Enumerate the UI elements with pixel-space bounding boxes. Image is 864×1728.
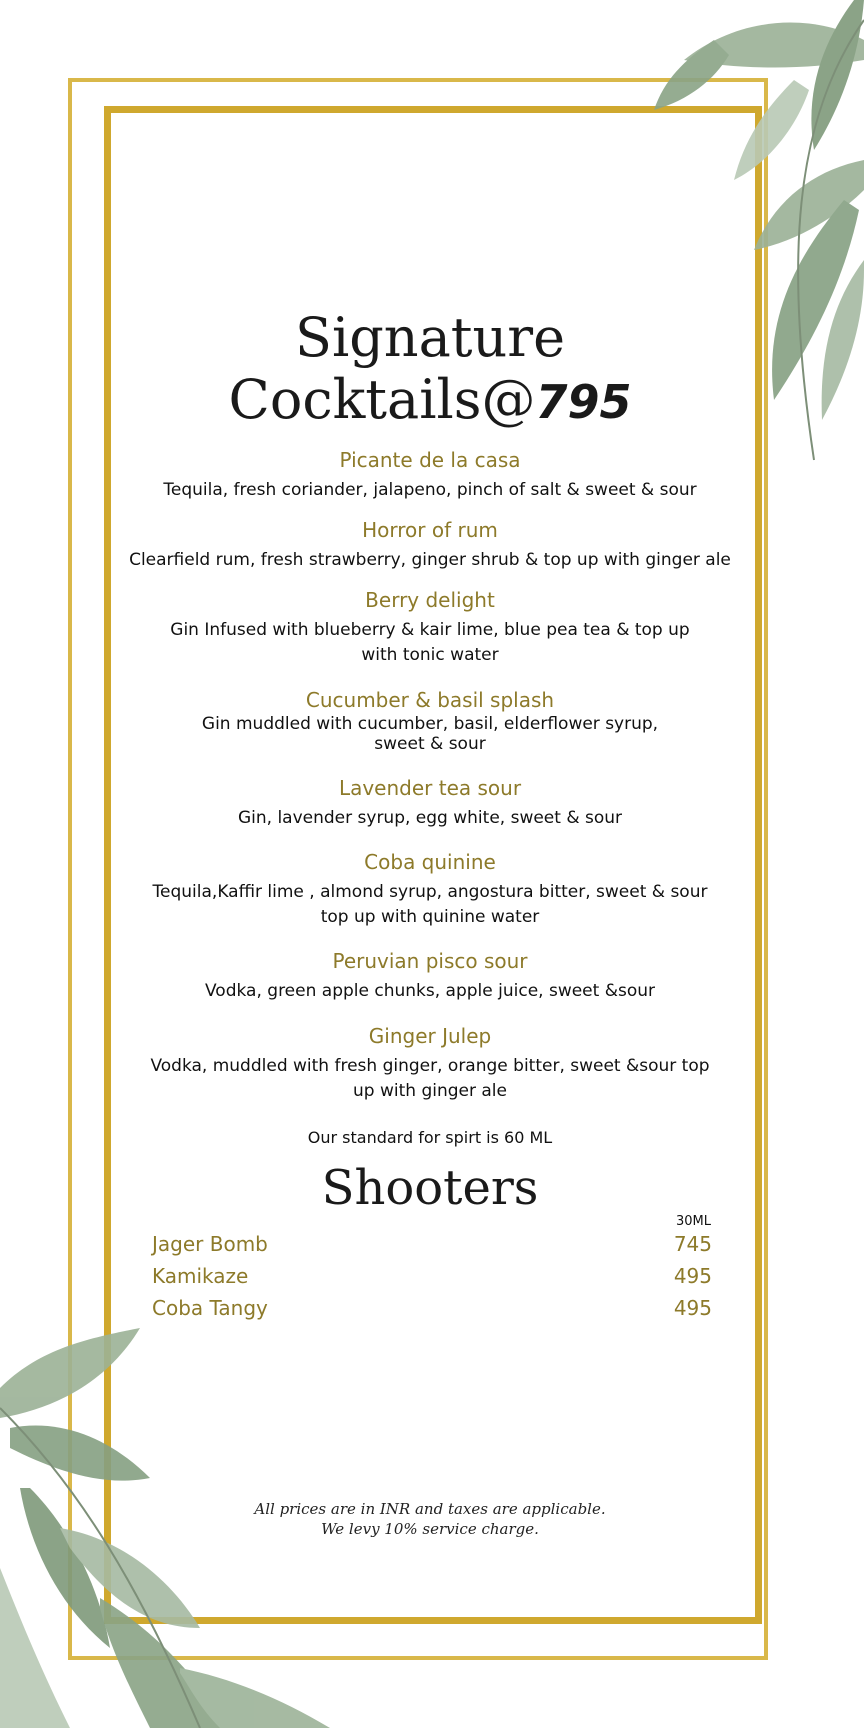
cocktail-item bbox=[120, 516, 740, 573]
cocktail-item bbox=[120, 686, 740, 754]
cocktail-name: Cucumber & basil splash bbox=[305, 688, 555, 712]
cocktail-description: Tequila, fresh coriander, jalapeno, pinch of salt & sweet & sour bbox=[163, 480, 697, 500]
cocktail-description: Vodka, green apple chunks, apple juice, sweet &sour bbox=[205, 981, 655, 1001]
shooter-name: Kamikaze bbox=[152, 1264, 249, 1288]
menu-title-line2 bbox=[120, 368, 740, 434]
cocktail-item bbox=[120, 947, 740, 1004]
cocktail-name: Peruvian pisco sour bbox=[332, 949, 528, 973]
shooter-name: Jager Bomb bbox=[152, 1232, 268, 1256]
cocktail-description: Gin Infused with blueberry & kair lime, blue pea tea & top up with tonic water bbox=[170, 620, 690, 665]
shooters-title: Shooters bbox=[321, 1160, 539, 1216]
cocktail-name: Coba quinine bbox=[364, 850, 496, 874]
cocktail-item bbox=[120, 1022, 740, 1104]
menu-title-line1: Signature bbox=[294, 306, 566, 369]
menu-title-text: Cocktails@ bbox=[228, 368, 536, 431]
cocktail-description: Tequila,Kaffir lime , almond syrup, angostura bitter, sweet & sour top up with quinine water bbox=[152, 882, 708, 927]
cocktail-description: Clearfield rum, fresh strawberry, ginger shrub & top up with ginger ale bbox=[129, 550, 731, 570]
shooter-price: 745 bbox=[673, 1232, 712, 1256]
cocktail-item bbox=[120, 848, 740, 930]
shooter-price: 495 bbox=[673, 1296, 712, 1320]
shooter-name: Coba Tangy bbox=[152, 1296, 268, 1320]
shooter-item bbox=[152, 1264, 712, 1294]
cocktail-name: Horror of rum bbox=[362, 518, 498, 542]
cocktail-name: Berry delight bbox=[365, 588, 495, 612]
shooter-item bbox=[152, 1296, 712, 1326]
cocktail-description: Gin, lavender syrup, egg white, sweet & sour bbox=[237, 808, 623, 828]
footer-tax-note: All prices are in INR and taxes are applicable. bbox=[254, 1500, 606, 1518]
shooter-price: 495 bbox=[673, 1264, 712, 1288]
spirit-standard-note: Our standard for spirt is 60 ML bbox=[307, 1128, 553, 1147]
cocktail-name: Lavender tea sour bbox=[338, 776, 522, 800]
cocktail-item bbox=[120, 774, 740, 831]
cocktail-item bbox=[120, 446, 740, 503]
cocktail-name: Ginger Julep bbox=[368, 1024, 492, 1048]
cocktail-name: Picante de la casa bbox=[339, 448, 521, 472]
cocktail-item bbox=[120, 586, 740, 668]
footer-service-note: We levy 10% service charge. bbox=[321, 1520, 539, 1538]
shooter-item bbox=[152, 1232, 712, 1262]
cocktail-description: Gin muddled with cucumber, basil, elderflower syrup, sweet & sour bbox=[201, 714, 659, 754]
cocktail-description: Vodka, muddled with fresh ginger, orange bitter, sweet &sour top up with ginger ale bbox=[150, 1056, 710, 1101]
cocktail-set-price: 795 bbox=[535, 375, 632, 429]
shooters-unit-label: 30ML bbox=[676, 1214, 712, 1229]
